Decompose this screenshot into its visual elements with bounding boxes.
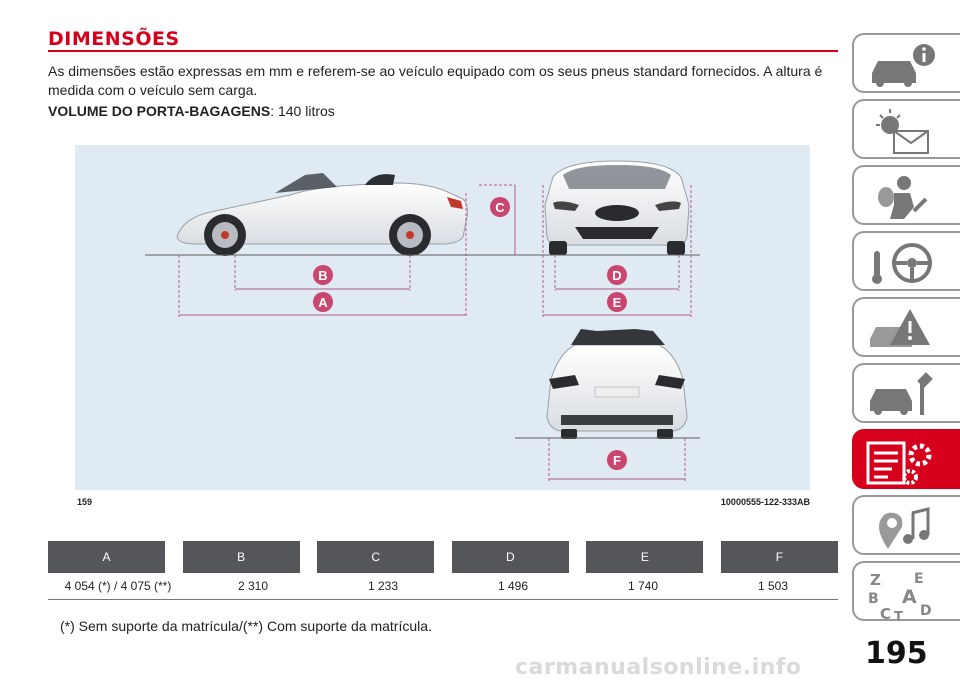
value-cell-b: 2 310 [237, 579, 269, 593]
car-front-view [545, 161, 689, 255]
svg-text:Z: Z [870, 571, 881, 589]
svg-text:C: C [880, 605, 892, 623]
header-cell-f: F [721, 541, 838, 573]
value-cell-f: 1 503 [757, 579, 789, 593]
table-row [48, 573, 838, 600]
title-divider [48, 50, 838, 52]
svg-text:B: B [868, 591, 879, 607]
svg-text:F: F [613, 453, 621, 468]
marker-b [313, 265, 333, 285]
svg-text:A: A [902, 586, 917, 608]
header-cell-c: C [317, 541, 434, 573]
tab-safety[interactable] [852, 165, 960, 225]
trunk-volume [48, 103, 335, 119]
page-title: DIMENSÕES [48, 28, 180, 50]
svg-text:D: D [612, 268, 622, 283]
header-cell-b: B [183, 541, 300, 573]
header-cell-e: E [586, 541, 703, 573]
car-side-view [177, 173, 468, 256]
dimensions-table [48, 541, 838, 600]
tab-index[interactable] [852, 561, 960, 621]
header-cell-d: D [452, 541, 569, 573]
technical-data-icon [864, 435, 944, 491]
marker-e [607, 292, 627, 312]
table-header-row [48, 541, 838, 573]
svg-text:T: T [894, 610, 903, 623]
multimedia-icon [864, 501, 944, 553]
svg-text:A: A [318, 295, 328, 310]
value-cell-d: 1 496 [497, 579, 529, 593]
emergency-icon [864, 303, 944, 355]
marker-c [490, 197, 510, 217]
tab-multimedia[interactable] [852, 495, 960, 555]
value-cell-a: 4 054 (*) / 4 075 (**) [64, 579, 172, 593]
car-dimensions-illustration [75, 145, 810, 490]
tab-car-info[interactable] [852, 33, 960, 93]
svg-text:D: D [920, 603, 932, 619]
value-cell-c: 1 233 [367, 579, 399, 593]
car-rear-view [547, 329, 687, 439]
marker-a [313, 292, 333, 312]
figure-number: 159 [77, 497, 93, 507]
car-info-icon [864, 39, 944, 91]
safety-airbag-icon [864, 171, 944, 223]
tab-maintenance[interactable] [852, 363, 960, 423]
index-icon [864, 567, 944, 623]
svg-text:E: E [612, 295, 622, 310]
header-cell-a: A [48, 541, 165, 573]
intro-text: As dimensões estão expressas em mm e referem-se ao veículo equipado com os seus pneus standard fornecidos. A altura é medida com o veículo sem carga. [48, 63, 823, 98]
trunk-volume-label: VOLUME DO PORTA-BAGAGENS [48, 103, 271, 119]
footnote: (*) Sem suporte da matrícula/(**) Com suporte da matrícula. [60, 618, 432, 634]
steering-wheel-icon [864, 237, 944, 289]
tab-emergency[interactable] [852, 297, 960, 357]
dimensions-figure [75, 145, 810, 490]
tab-technical-data[interactable] [852, 429, 960, 489]
svg-text:C: C [495, 200, 505, 215]
tab-warning-lights[interactable] [852, 99, 960, 159]
warning-lights-icon [864, 105, 944, 157]
figure-code: 10000555-122-333AB [720, 497, 810, 507]
maintenance-icon [864, 369, 944, 421]
svg-text:E: E [914, 571, 924, 587]
trunk-volume-value: : 140 litros [270, 103, 335, 119]
watermark: carmanualsonline.info [515, 655, 802, 680]
marker-d [607, 265, 627, 285]
svg-text:B: B [318, 268, 328, 283]
tab-starting-driving[interactable] [852, 231, 960, 291]
marker-f [607, 450, 627, 470]
value-cell-e: 1 740 [627, 579, 659, 593]
page-number: 195 [865, 636, 928, 671]
